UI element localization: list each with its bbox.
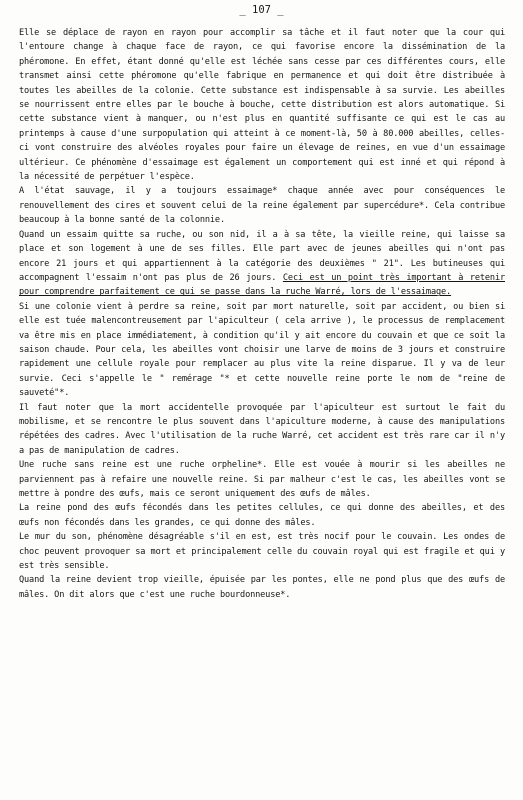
- paragraph-orpheline: Une ruche sans reine est une ruche orpheline*. Elle est vouée à mourir si les abeilles ne parviennent pas à refaire une nouvelle reine. Si par malheur c'est le cas, les abeilles vont se mettre à pondre des œufs, mais ce seront uniquement des œufs de mâles.: [19, 460, 505, 499]
- paragraph-mort-accidentelle: Il faut noter que la mort accidentelle provoquée par l'apiculteur est surtout le fait du mobilisme, et se rencontre le plus souvent dans l'apiculture moderne, à cause des manipulations répétées des cadres. Avec l'utilisation de la ruche Warré, cet accident est très rare car il n'y a pas de manipulation de cadres.: [19, 402, 505, 456]
- paragraph-mur-du-son: Le mur du son, phénomène désagréable s'il en est, est très nocif pour le couvain. Les ondes de choc peuvent provoquer sa mort et principalement celle du couvain royal qui est fragile et qui y est très sensible.: [19, 532, 505, 572]
- essaim-text: Quand un essaim quitte sa ruche, ou son nid, il a à sa tête, la vieille reine, qui laisse sa place et son logement à une de ses filles. Elle part avec de jeunes abeilles qui n'ont pas encore 21 jours et qui appartiennent à la catégorie des deuxièmes " 21". Les butineuses qui accompagnent l'essaim n'ont pas plus de 26 jours.: [19, 229, 505, 283]
- paragraph-phéromone: Elle se déplace de rayon en rayon pour accomplir sa tâche et il faut noter que la cour qui l'entoure change à chaque face de rayon, ce qui favorise encore la dissémination de la phéromone. En effet, étant donné qu'elle est léchée sans cesse par ces différentes cours, elle transmet ainsi cette phéromone qu'elle fabrique en permanence et qui doit être distribuée à toutes les abeilles de la colonie. Cette substance est indispensable à sa survie. Les abeilles se nourrissent entre elles par le bouche à bouche, cette distribution est alors automatique. Si cette substance vient à manquer, ou n'est plus en quantité suffisante ce qui est le cas au printemps à cause d'une surpopulation qui atteint à ce moment-là, 50 à 80.000 abeilles, celles-ci vont construire des alvéoles royales pour faire un élevage de reines, en vue d'un essaimage ultérieur. Ce phénomène d'essaimage est également un comportement qui est inné et qui répond à la nécessité de perpétuer l'espèce.: [19, 28, 505, 183]
- paragraph-remerage: Si une colonie vient à perdre sa reine, soit par mort naturelle, soit par accident, ou bien si elle est tuée malencontreusement par l'apiculteur ( cela arrive ), le processus de remplacement va être mis en place immédiatement, à condition qu'il y ait encore du couvain et que ce soit la saison chaude. Pour cela, les abeilles vont choisir une larve de moins de 3 jours et construire rapidement une cellule royale pour remplacer au plus vite la reine disparue. Il y va de leur survie. Ceci s'appelle le " remérage "* et cette nouvelle reine porte le nom de "reine de sauveté"*.: [19, 301, 505, 399]
- underlined-note: Ceci est un point très important à retenir pour comprendre parfaitement ce qui se passe dans la ruche Warré, lors de l'essaimage.: [19, 272, 505, 298]
- paragraph-essaim: [19, 228, 505, 300]
- body-text: [19, 26, 505, 602]
- page-number: _ 107 _: [239, 4, 284, 16]
- paragraph-oeufs: La reine pond des œufs fécondés dans les petites cellules, ce qui donne des abeilles, et des œufs non fécondés dans les grandes, ce qui donne des mâles.: [19, 503, 505, 528]
- paragraph-etat-sauvage: A l'état sauvage, il y a toujours essaimage* chaque année avec pour conséquences le renouvellement des cires et souvent celui de la reine également par supercédure*. Cela contribue beaucoup à la bonne santé de la colonnie.: [19, 186, 505, 226]
- paragraph-bourdonneuse: Quand la reine devient trop vieille, épuisée par les pontes, elle ne pond plus que des œufs de mâles. On dit alors que c'est une ruche bourdonneuse*.: [19, 575, 505, 600]
